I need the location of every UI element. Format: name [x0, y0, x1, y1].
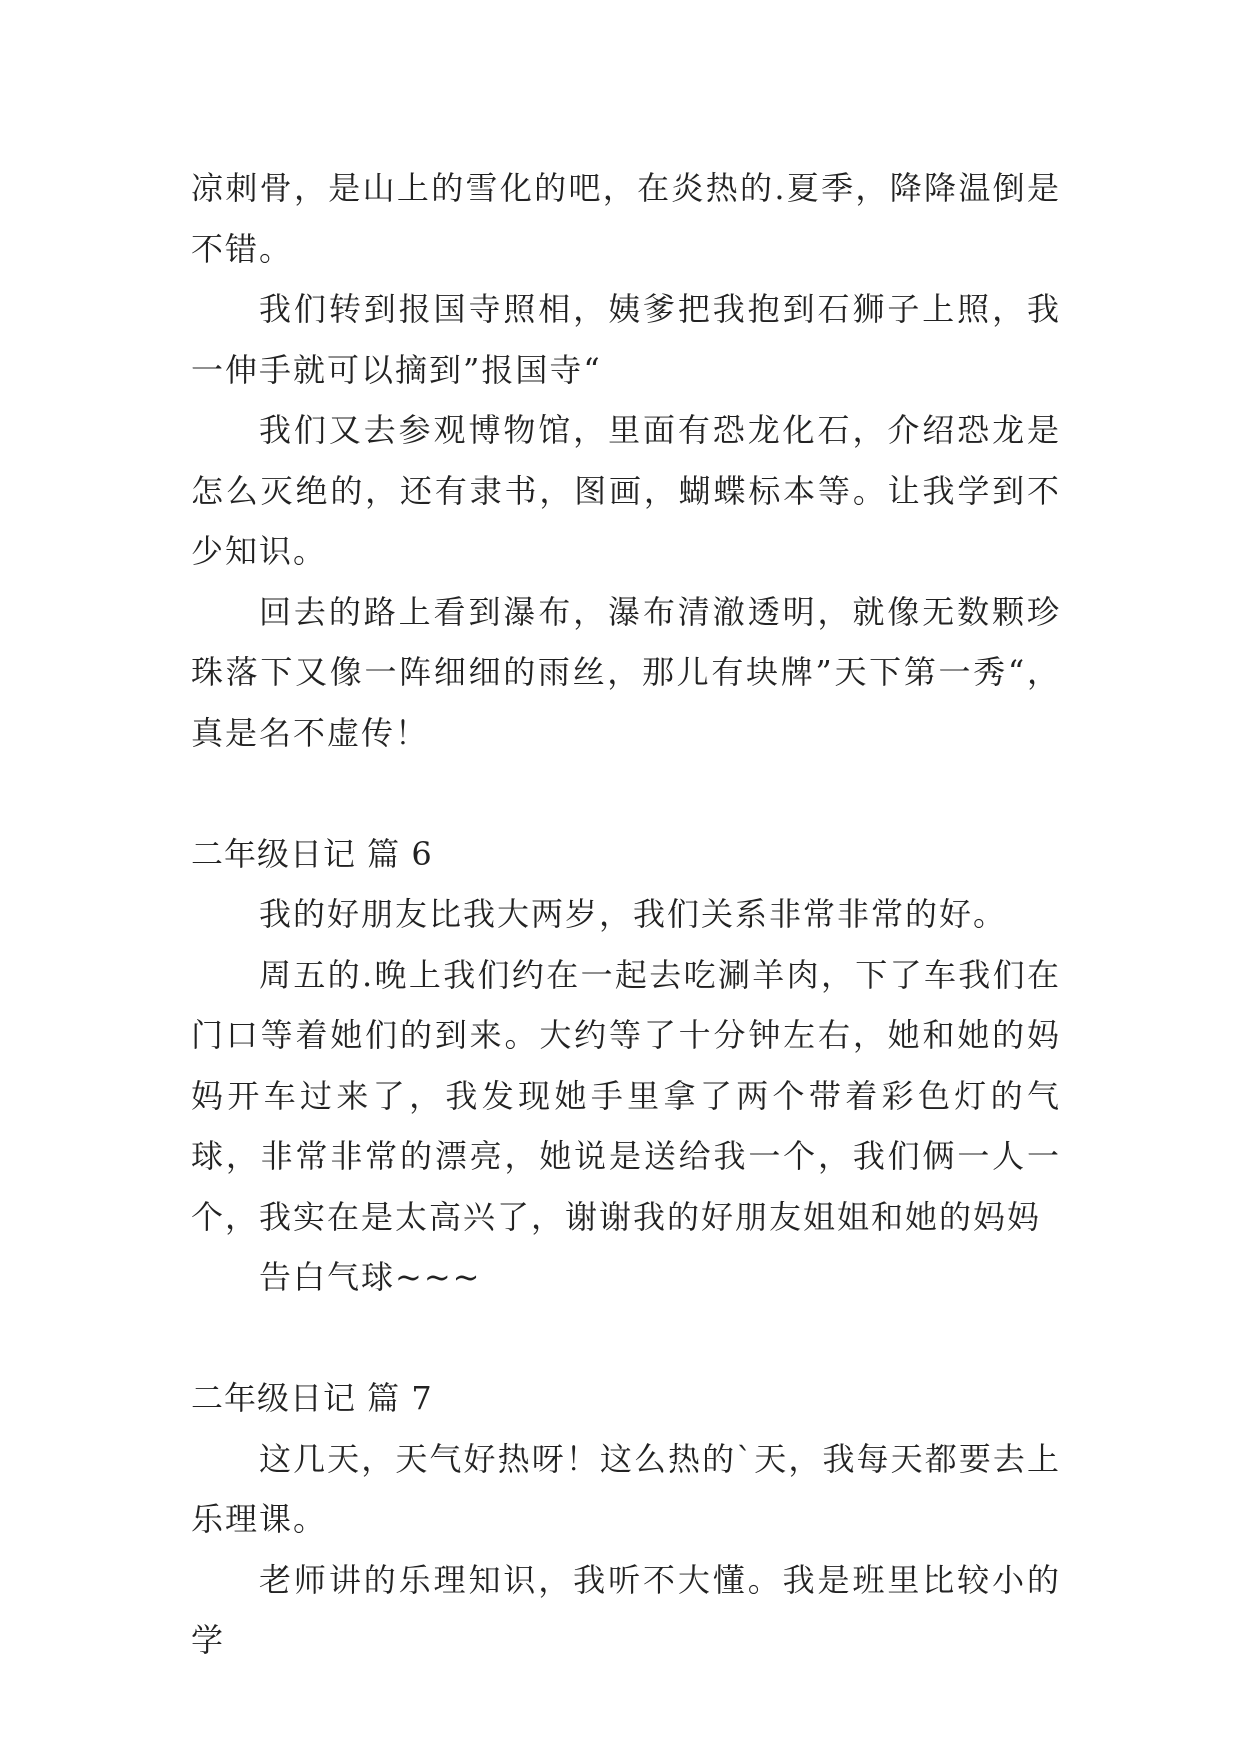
section-gap: [191, 763, 1061, 824]
document-body: [191, 158, 1061, 1671]
paragraph: 老师讲的乐理知识，我听不大懂。我是班里比较小的学: [191, 1560, 1061, 1659]
section-heading-6: 二年级日记 篇 6: [191, 834, 433, 873]
section-heading-7: 二年级日记 篇 7: [191, 1379, 433, 1417]
paragraph: 这几天，天气好热呀！这么热的`天，我每天都要去上乐理课。: [191, 1439, 1061, 1538]
section-gap: [191, 1308, 1061, 1369]
paragraph: 回去的路上看到瀑布，瀑布清澈透明，就像无数颗珍珠落下又像一阵细细的雨丝，那儿有块牌”天下第一秀“，真是名不虚传！: [191, 592, 1061, 752]
paragraph: 告白气球~~~: [259, 1258, 482, 1296]
paragraph: 凉刺骨，是山上的雪化的吧，在炎热的.夏季，降降温倒是不错。: [191, 169, 1061, 268]
paragraph: 我的好朋友比我大两岁，我们关系非常非常的好。: [259, 895, 1008, 933]
paragraph: 周五的.晚上我们约在一起去吃涮羊肉，下了车我们在门口等着她们的到来。大约等了十分钟左右，她和她的妈妈开车过来了，我发现她手里拿了两个带着彩色灯的气球，非常非常的漂亮，她说是送给我一个，我们俩一人一个，我实在是太高兴了，谢谢我的好朋友姐姐和她的妈妈: [191, 955, 1061, 1236]
paragraph: 我们又去参观博物馆，里面有恐龙化石，介绍恐龙是怎么灭绝的，还有隶书，图画，蝴蝶标本等。让我学到不少知识。: [191, 411, 1061, 570]
paragraph: 我们转到报国寺照相，姨爹把我抱到石狮子上照，我一伸手就可以摘到”报国寺“: [191, 290, 1061, 389]
